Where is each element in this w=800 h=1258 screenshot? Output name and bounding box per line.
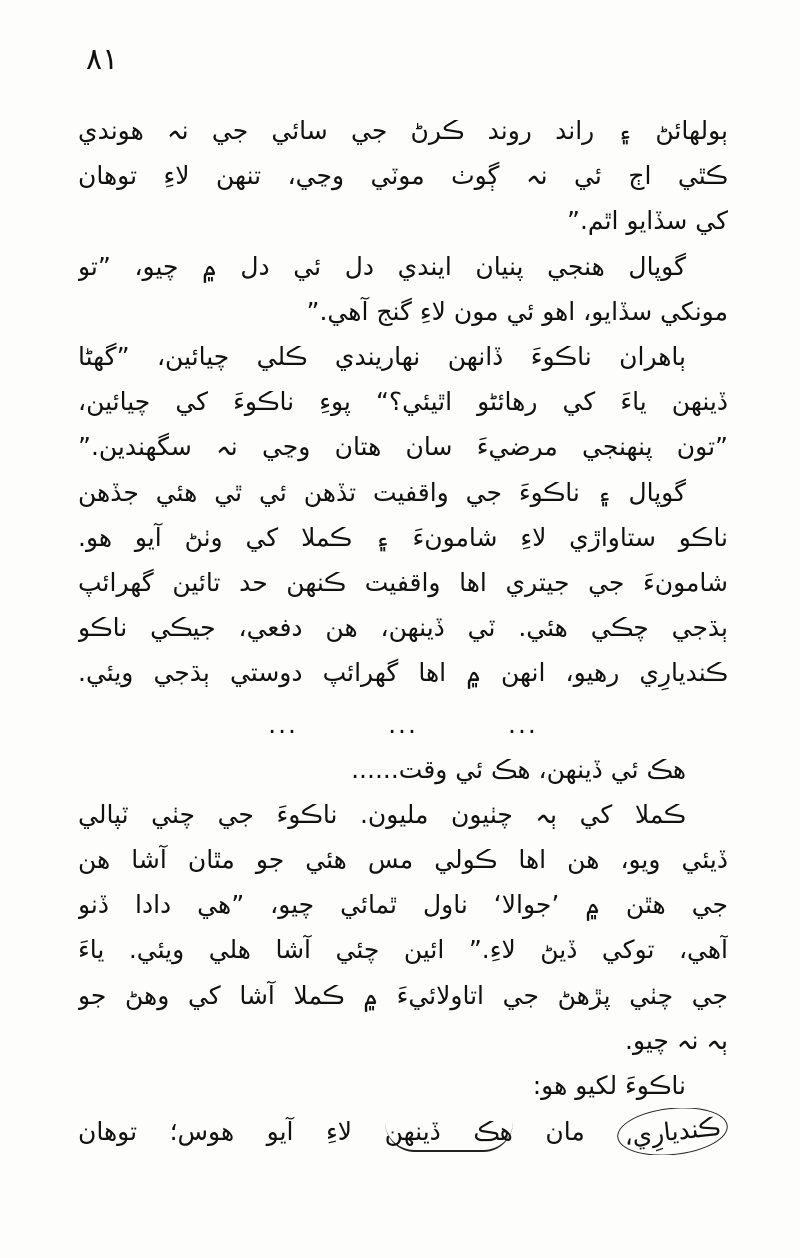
ellipsis: ... (268, 709, 298, 739)
circled-word-annotation: ڪنديارِي، (615, 1108, 728, 1155)
text-line: جي ھٿن ۾ ’جوالا‘ ناول ٿمائي چيو، ”ھي دادا ڏنو (78, 890, 728, 920)
text-line: آھي، توکي ڏيڻ لاءِ.” ائين چئي آشا ھلي ويئي. ياءَ (78, 935, 728, 965)
paragraph-start: گوپال ۽ ناڪوءَ جي واقفيت تڏھن ئي ٿي ھئي جڏھن (78, 477, 686, 507)
text-fragment: مان (545, 1117, 585, 1147)
text-line: ٻڌجي چڪي ھئي. ٽي ڏينھن، ھن دفعي، جيڪي ناڪو (78, 613, 728, 643)
text-line: ڏينھن ياءَ کي رھائڻو اٿيئي؟“ پوءِ ناڪوءَ کي چيائين، (78, 387, 728, 417)
ellipsis: ... (388, 709, 418, 739)
paragraph-start: ٻاھران ناڪوءَ ڏانھن نھاريندي ڪلي چيائين، ”گھڻا (78, 342, 686, 372)
paragraph-start: ڪملا کي ٻہ چٺيون مليون. ناڪوءَ جي چٺي ٽپالي (78, 799, 686, 829)
text-line: ڏيئي ويو، ھن اھا ڪولي مس ھئي جو مٿان آشا ھن (78, 845, 728, 875)
text-line: ٻہ نہ چيو. (625, 1025, 728, 1055)
text-fragment: لاءِ آيو ھوس؛ توھان (78, 1117, 353, 1147)
ellipsis: ... (508, 709, 538, 739)
section-heading: ھڪ ئي ڏينھن، ھڪ ئي وقت...... (351, 754, 686, 784)
section-separator (78, 696, 728, 747)
text-line: مونکي سڏايو، اھو ئي مون لاءِ گنج آھي.” (306, 296, 728, 326)
letter-first-line (78, 1108, 728, 1155)
underlined-phrase-annotation: ھڪ ڏينھن (385, 1117, 513, 1152)
text-line: ”تون پنھنجي مرضيءَ سان ھتان وڃي نہ سگھندين.” (78, 432, 728, 462)
page-body (78, 108, 728, 1155)
letter-intro: ناڪوءَ لکيو ھو: (532, 1071, 686, 1101)
text-line: ڪٿي اڄ ئي نہ ڳوٺ موٽي وڃي، تنھن لاءِ توھان (78, 161, 728, 191)
text-line: ٻولھائڻ ۽ راند روند ڪرڻ جي سائي جي نہ ھوندي (78, 116, 728, 145)
text-line: کي سڏايو اٿم.” (567, 206, 728, 236)
text-line: ڪنديارِي رھيو، انھن ۾ اھا گھرائپ دوستي ٻڌجي ويئي. (78, 658, 728, 688)
page-number: ٨١ (86, 42, 119, 77)
text-line: ناڪو ستاواڙي لاءِ شامونءَ ۽ ڪملا کي وٺڻ آيو ھو. (78, 522, 728, 552)
text-line: جي چٺي پڙھڻ جي اتاولائيءَ ۾ ڪملا آشا کي وھڻ جو (78, 980, 728, 1010)
text-line: شامونءَ جي جيتري اھا واقفيت ڪنھن حد تائين گھرائپ (78, 568, 728, 598)
paragraph-start: گوپال ھنجي پنيان ايندي دل ئي دل ۾ چيو، ”تو (78, 251, 686, 281)
